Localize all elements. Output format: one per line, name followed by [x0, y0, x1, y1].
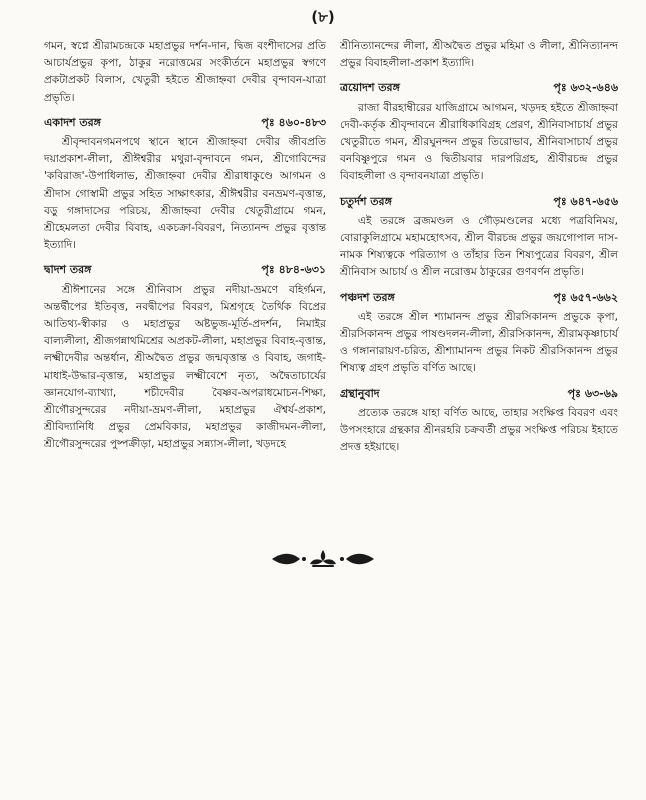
- left-continuation-text: গমন, স্বপ্নে শ্রীরামচন্দ্রকে মহাপ্রভুর দর্শন-দান, দ্বিজ বংশীদাসের প্রতি আচার্যপ্রভুর কৃপা, ঠাকুর নরোত্তমের সংকীর্তনে মহাপ্রভুর স্বগণে প্রকটাপ্রকট বিলাস, খেতুরী হইতে শ্রীজাহ্নবা দেবীর বৃন্দাবন-যাত্রা প্রভৃতি।: [44, 40, 326, 104]
- section-heading: [44, 114, 326, 131]
- section-pages: পৃঃ ৬৩২-৬৪৬: [553, 81, 618, 95]
- section-pages: পৃঃ ৬৩-৬৯: [567, 386, 618, 400]
- section-pages: পৃঃ ৬৪৭-৬৫৬: [553, 194, 618, 208]
- ornament-icon: [268, 548, 378, 570]
- section-body: এই তরঙ্গে ব্রজমণ্ডল ও গৌড়মণ্ডলের মধ্যে পত্রবিনিময়, বোরাকুলিগ্রামে মহামহোৎসব, শ্রীল বীরচন্দ্র প্রভুর জয়গোপাল দাস-নামক শিষ্যত্বকে পরিত্যাগ ও তাঁহার তিন শিষ্যপুত্রের বিবরণ, শ্রীল শ্রীনিবাস আচার্য ও শ্রীল নরোত্তম ঠাকুরের গুণবর্ণন প্রভৃতি।: [340, 214, 618, 279]
- page-number: (৮): [311, 8, 335, 26]
- section-title: গ্রন্থানুবাদ: [340, 386, 380, 400]
- right-continuation-text: শ্রীনিত্যানন্দের লীলা, শ্রীঅদ্বৈত প্রভুর মহিমা ও লীলা, শ্রীনিত্যানন্দ প্রভুর বিবাহলীলা-প্রকাশ ইত্যাদি।: [340, 40, 618, 70]
- section-heading: [340, 193, 618, 210]
- section-title: পঞ্চদশ তরঙ্গ: [340, 290, 395, 304]
- section-title: দ্বাদশ তরঙ্গ: [44, 263, 92, 277]
- right-column: [340, 38, 618, 458]
- section-body: প্রত্যেক তরঙ্গে যাহা বর্ণিত আছে, তাহার সংক্ষিপ্ত বিবরণ এবং উপসংহারে গ্রন্থকার শ্রীনরহরি চক্রবর্তী প্রভুর সংক্ষিপ্ত পরিচয় ইহাতে প্রদত্ত হইয়াছে।: [340, 406, 618, 454]
- section-body: এই তরঙ্গে শ্রীল শ্যামানন্দ প্রভুর শ্রীরসিকানন্দ প্রভুকে কৃপা, শ্রীরসিকানন্দ প্রভুর পাষণ্ডদলন-লীলা, শ্রীরসিকানন্দ, শ্রীরামকৃষ্ণাচার্য ও গঙ্গানারায়ণ-চরিত, শ্রীশ্যামানন্দ প্রভুর নিকট শ্রীরসিকানন্দ প্রভুর শিষ্যত্ব গ্রহণ প্রভৃতি বর্ণিত আছে।: [340, 310, 618, 375]
- section-pages: পৃঃ ৪৬০-৪৮৩: [261, 115, 326, 129]
- section-pages: পৃঃ ৪৮৪-৬৩১: [261, 263, 326, 277]
- section-body: শ্রীবৃন্দাবনগমনপথে স্থানে স্থানে শ্রীজাহ্নবা দেবীর জীবপ্রতি দয়াপ্রকাশ-লীলা, শ্রীঈশ্বরীর মথুরা-বৃন্দাবনে গমন, শ্রীগোবিন্দের 'কবিরাজ'-উপাধিলাভ, শ্রীজাহ্নবা দেবীর শ্রীরাধাকুণ্ডে আগমন ও শ্রীদাস গোস্বামী প্রভুর সহিত সাক্ষাৎকার, শ্রীঈশ্বরীর বনভ্রমণ-বৃত্তান্ত, বড়ু গঙ্গাদাসের পরিচয়, শ্রীজাহ্নবা দেবীর খেতুরীগ্রামে গমন, শ্রীহেমলতা দেবীর বিবাহ, একচক্রা-বিবরণ, নিত্যানন্দ প্রভুর বৃত্তান্ত ইত্যাদি।: [44, 136, 326, 252]
- section-body: রাজা বীরহাম্বীরের যাজিগ্রামে আগমন, খড়দহ হইতে শ্রীজাহ্নবা দেবী-কর্তৃক শ্রীবৃন্দাবনে শ্রীরাধিকাবিগ্রহ প্রেরণ, শ্রীনিবাসাচার্য প্রভুর খেতুরীতে গমন, শ্রীরঘুনন্দন প্রভুর তিরোভাব, শ্রীনিবাসাচার্য প্রভুর বনবিষ্ণুপুরে গমন ও দ্বিতীয়বার দারপরিগ্রহ, শ্রীবীরচন্দ্র প্রভুর বিবাহলীলা ও বৃন্দাবনযাত্রা প্রভৃতি।: [340, 101, 618, 183]
- section-heading: [44, 261, 326, 278]
- section-heading: [340, 385, 618, 402]
- section-heading: [340, 289, 618, 306]
- section-pages: পৃঃ ৬৫৭-৬৬২: [553, 290, 618, 304]
- section-heading: [340, 79, 618, 96]
- section-title: চতুর্দশ তরঙ্গ: [340, 194, 392, 208]
- section-body: শ্রীঈশানের সঙ্গে শ্রীনিবাস প্রভুর নদীয়া-ভ্রমণে বহির্গমন, অন্তর্দ্বীপের ইতিবৃত্ত, নবদ্বীপের বিবরণ, মিশ্রগৃহে তৈর্থিক বিপ্রের আতিথ্য-স্বীকার ও মহাপ্রভুর অষ্টভুজ-মূর্তি-প্রদর্শন, নিমাইর বাল্যলীলা, শ্রীজগন্নাথমিশ্রের অপ্রকট-লীলা, মহাপ্রভুর বিবাহ-বৃত্তান্ত, লক্ষ্মীদেবীর অন্তর্ধান, শ্রীঅদ্বৈত প্রভুর জন্মবৃত্তান্ত ও বিবাহ, জগাই-মাধাই-উদ্ধার-বৃত্তান্ত, মহাপ্রভুর লক্ষ্মীবেশে নৃত্য, অদ্বৈতাচার্যের জ্ঞানযোগ-ব্যাখ্যা, শচীদেবীর বৈষ্ণব-অপরাধমোচন-শিক্ষা, শ্রীগৌরসুন্দরের নদীয়া-ভ্রমণ-লীলা, মহাপ্রভুর ঐশ্বর্য-প্রকাশ, শ্রীবিদ্যানিধি প্রভুর প্রেমবিকার, মহাপ্রভুর কাজীদমন-লীলা, শ্রীগৌরসুন্দরের পুষ্পক্রীড়া, মহাপ্রভুর সন্ন্যাস-লীলা, খড়দহে: [44, 283, 326, 451]
- left-column: [44, 38, 326, 456]
- ornament-divider: [0, 548, 646, 570]
- section-title: একাদশ তরঙ্গ: [44, 115, 101, 129]
- section-title: ত্রয়োদশ তরঙ্গ: [340, 81, 400, 95]
